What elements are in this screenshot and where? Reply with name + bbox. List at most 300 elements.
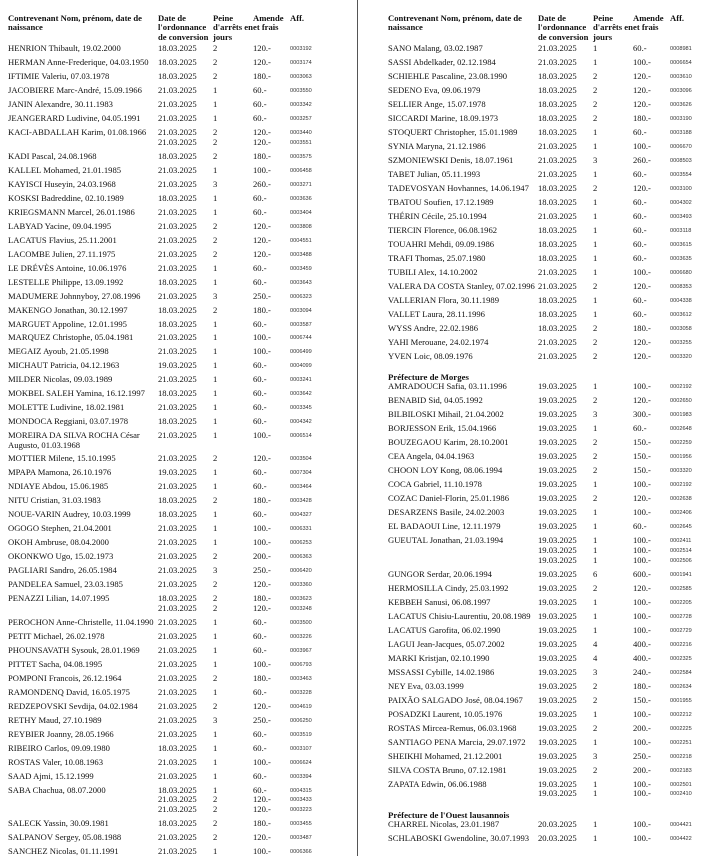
fine-amount bbox=[253, 152, 290, 163]
fine-amount bbox=[633, 508, 670, 519]
fine-amount-value: 100.- bbox=[633, 736, 651, 747]
fine-amount bbox=[253, 100, 290, 111]
case-number bbox=[290, 552, 340, 563]
fine-amount-value: 120.- bbox=[633, 395, 651, 406]
case-number-value: 0002192 bbox=[670, 482, 692, 489]
case-number bbox=[670, 410, 713, 421]
table-row bbox=[8, 468, 348, 479]
detention-days-value: 1 bbox=[213, 360, 218, 371]
conversion-date-value: 21.03.2025 bbox=[158, 98, 197, 109]
case-number-value: 0003345 bbox=[290, 405, 312, 412]
fine-amount bbox=[253, 44, 290, 55]
table-row bbox=[8, 292, 348, 303]
detention-days-value: 2 bbox=[593, 350, 598, 361]
fine-amount-value: 60.- bbox=[253, 770, 267, 781]
detention-days-value: 1 bbox=[593, 610, 598, 621]
detention-days-value: 3 bbox=[593, 666, 598, 677]
fine-amount-value: 120.- bbox=[253, 700, 271, 711]
case-number-value: 0003100 bbox=[670, 185, 692, 192]
case-number bbox=[290, 632, 340, 643]
case-number-value: 0003241 bbox=[290, 377, 312, 384]
conversion-date-value: 19.03.2025 bbox=[538, 381, 577, 392]
detention-days-value: 2 bbox=[593, 722, 598, 733]
case-number-value: 0004342 bbox=[290, 419, 312, 426]
offender-name: KOSKSI Badreddine, 02.10.1989 bbox=[8, 192, 124, 203]
offender-name: KADI Pascal, 24.08.1968 bbox=[8, 150, 97, 161]
fine-amount-value: 150.- bbox=[633, 694, 651, 705]
fine-amount bbox=[633, 86, 670, 97]
case-number-value: 0003459 bbox=[290, 265, 312, 272]
conversion-date-value: 19.03.2025 bbox=[538, 722, 577, 733]
detention-days-value: 1 bbox=[213, 630, 218, 641]
conversion-date bbox=[158, 496, 213, 507]
fine-amount bbox=[633, 254, 670, 265]
offender-name: ROSTAS Valer, 10.08.1963 bbox=[8, 756, 104, 767]
fine-amount-value: 100.- bbox=[633, 535, 651, 546]
conversion-date-value: 19.03.2025 bbox=[538, 582, 577, 593]
offender-name: LACATUS Chisiu-Laurentiu, 20.08.1989 bbox=[388, 610, 531, 621]
fine-amount bbox=[253, 278, 290, 289]
table-row bbox=[8, 86, 348, 97]
fine-amount-value: 60.- bbox=[253, 112, 267, 123]
offender-name: LABYAD Yacine, 09.04.1995 bbox=[8, 220, 112, 231]
offender-name: CEA Angela, 04.04.1963 bbox=[388, 451, 475, 462]
conversion-date-value: 21.03.2025 bbox=[158, 602, 197, 613]
case-number-value: 0002634 bbox=[670, 683, 692, 690]
conversion-date-value: 21.03.2025 bbox=[158, 430, 197, 441]
table-row bbox=[388, 626, 713, 637]
detention-days-value: 1 bbox=[213, 742, 218, 753]
table-row bbox=[8, 114, 348, 125]
table-row bbox=[388, 382, 713, 393]
fine-amount-value: 60.- bbox=[253, 509, 267, 520]
table-row bbox=[388, 142, 713, 153]
conversion-date bbox=[158, 250, 213, 261]
fine-amount bbox=[253, 674, 290, 685]
fine-amount bbox=[633, 198, 670, 209]
offender-name: AMRADOUCH Safia, 03.11.1996 bbox=[388, 381, 507, 392]
case-number bbox=[290, 292, 340, 303]
conversion-date-value: 21.03.2025 bbox=[158, 630, 197, 641]
detention-days bbox=[213, 524, 253, 535]
fine-amount bbox=[633, 584, 670, 595]
fine-amount-value: 120.- bbox=[253, 234, 271, 245]
offender-name: MILDER Nicolas, 09.03.1989 bbox=[8, 374, 113, 385]
conversion-date-value: 21.03.2025 bbox=[158, 206, 197, 217]
fine-amount-value: 60.- bbox=[633, 238, 647, 249]
detention-days-value: 2 bbox=[213, 700, 218, 711]
table-row bbox=[8, 730, 348, 741]
fine-amount bbox=[253, 403, 290, 414]
detention-days bbox=[213, 702, 253, 713]
case-number bbox=[290, 417, 340, 428]
conversion-date bbox=[158, 482, 213, 493]
offender-name: ZAPATA Edwin, 06.06.1988 bbox=[388, 778, 487, 789]
fine-amount-value: 100.- bbox=[633, 507, 651, 518]
case-number-value: 0002406 bbox=[670, 510, 692, 517]
case-number bbox=[290, 524, 340, 535]
conversion-date bbox=[158, 660, 213, 671]
detention-days-value: 1 bbox=[593, 535, 598, 546]
case-number bbox=[290, 44, 340, 55]
case-number bbox=[290, 180, 340, 191]
table-row bbox=[8, 44, 348, 55]
detention-days-value: 1 bbox=[593, 196, 598, 207]
detention-days bbox=[213, 758, 253, 769]
case-number bbox=[670, 508, 713, 519]
fine-amount bbox=[253, 580, 290, 591]
case-number-value: 0004099 bbox=[290, 363, 312, 370]
conversion-date bbox=[538, 480, 593, 491]
detention-days-value: 1 bbox=[593, 266, 598, 277]
conversion-date bbox=[538, 410, 593, 421]
fine-amount-value: 100.- bbox=[633, 545, 651, 556]
case-number bbox=[290, 128, 340, 149]
table-header bbox=[388, 0, 713, 44]
detention-days-value: 2 bbox=[213, 495, 218, 506]
offender-name: JEANGERARD Ludivine, 04.05.1991 bbox=[8, 112, 141, 123]
fine-amount bbox=[633, 598, 670, 609]
fine-amount-value: 60.- bbox=[253, 784, 267, 795]
case-number-value: 0002506 bbox=[670, 557, 692, 564]
right-column bbox=[388, 0, 713, 848]
offender-name: MEGAIZ Ayoub, 21.05.1998 bbox=[8, 346, 109, 357]
case-number bbox=[290, 454, 340, 465]
case-number-value: 0003320 bbox=[670, 468, 692, 475]
case-number bbox=[290, 86, 340, 97]
offender-name: HERMAN Anne-Frederique, 04.03.1950 bbox=[8, 56, 149, 67]
case-number-value: 0002650 bbox=[670, 398, 692, 405]
case-number bbox=[290, 688, 340, 699]
table-row bbox=[388, 522, 713, 533]
fine-amount bbox=[253, 772, 290, 783]
detention-days bbox=[593, 338, 633, 349]
case-number-value: 0006514 bbox=[290, 433, 312, 440]
case-number bbox=[290, 375, 340, 386]
conversion-date-value: 21.03.2025 bbox=[538, 140, 577, 151]
case-number-value: 0004327 bbox=[290, 512, 312, 519]
conversion-date-value: 19.03.2025 bbox=[538, 479, 577, 490]
conversion-date-value: 21.03.2025 bbox=[538, 210, 577, 221]
detention-days bbox=[593, 466, 633, 477]
conversion-date-value: 21.03.2025 bbox=[158, 616, 197, 627]
detention-days-value: 1 bbox=[213, 112, 218, 123]
conversion-date bbox=[538, 240, 593, 251]
detention-days bbox=[213, 833, 253, 844]
detention-days-value: 2 bbox=[213, 220, 218, 231]
table-row bbox=[388, 536, 713, 566]
case-number bbox=[290, 114, 340, 125]
detention-days bbox=[593, 142, 633, 153]
offender-name: SABA Chachua, 08.07.2000 bbox=[8, 784, 106, 795]
offender-name: NDIAYE Abdou, 15.06.1985 bbox=[8, 481, 109, 492]
detention-days-value: 1 bbox=[213, 430, 218, 441]
case-number-value: 0003500 bbox=[290, 619, 312, 626]
fine-amount bbox=[253, 524, 290, 535]
case-number bbox=[290, 347, 340, 358]
case-number-value: 0008353 bbox=[670, 283, 692, 290]
offender-name: SYNIA Maryna, 21.12.1986 bbox=[388, 140, 486, 151]
offender-name: SASSI Abdelkader, 02.12.1984 bbox=[388, 56, 496, 67]
detention-days-value: 2 bbox=[213, 304, 218, 315]
detention-days bbox=[213, 744, 253, 755]
offender-name: SANO Malang, 03.02.1987 bbox=[388, 43, 483, 53]
case-number bbox=[290, 361, 340, 372]
fine-amount bbox=[633, 396, 670, 407]
detention-days bbox=[213, 236, 253, 247]
offender-name: VALLERIAN Flora, 30.11.1989 bbox=[388, 294, 499, 305]
detention-days bbox=[213, 688, 253, 699]
conversion-date bbox=[538, 508, 593, 519]
case-number-value: 0006331 bbox=[290, 526, 312, 533]
offender-name: YVEN Loic, 08.09.1976 bbox=[388, 350, 473, 361]
detention-days bbox=[593, 752, 633, 763]
fine-amount-value: 200.- bbox=[633, 764, 651, 775]
conversion-date-value: 18.03.2025 bbox=[158, 276, 197, 287]
conversion-date bbox=[538, 766, 593, 777]
case-number bbox=[290, 100, 340, 111]
fine-amount-value: 60.- bbox=[253, 630, 267, 641]
fine-amount bbox=[253, 819, 290, 830]
case-number-value: 0003107 bbox=[290, 745, 312, 752]
detention-days bbox=[213, 292, 253, 303]
offender-name: SALPANOV Sergey, 05.08.1988 bbox=[8, 832, 122, 843]
conversion-date-value: 21.03.2025 bbox=[158, 481, 197, 492]
case-number-value: 0003808 bbox=[290, 223, 312, 230]
detention-days-value: 2 bbox=[213, 43, 218, 53]
fine-amount bbox=[253, 292, 290, 303]
case-number-value: 0003612 bbox=[670, 311, 692, 318]
case-number-value: 0006624 bbox=[290, 759, 312, 766]
detention-days bbox=[213, 819, 253, 830]
conversion-date-value: 18.03.2025 bbox=[538, 238, 577, 249]
case-number bbox=[670, 522, 713, 533]
table-row bbox=[388, 58, 713, 69]
conversion-date bbox=[158, 847, 213, 858]
case-number bbox=[670, 324, 713, 335]
case-number bbox=[290, 222, 340, 233]
conversion-date-value: 19.03.2025 bbox=[538, 778, 577, 789]
detention-days-value: 1 bbox=[593, 624, 598, 635]
detention-days bbox=[213, 772, 253, 783]
conversion-date bbox=[538, 86, 593, 97]
conversion-date-value: 21.03.2025 bbox=[158, 537, 197, 548]
detention-days-value: 2 bbox=[213, 832, 218, 843]
conversion-date bbox=[158, 688, 213, 699]
detention-days bbox=[593, 58, 633, 69]
detention-days bbox=[213, 208, 253, 219]
case-number-value: 0006458 bbox=[290, 167, 312, 174]
table-row bbox=[388, 310, 713, 321]
conversion-date bbox=[158, 716, 213, 727]
conversion-date-value: 19.03.2025 bbox=[538, 624, 577, 635]
case-number-value: 0003967 bbox=[290, 647, 312, 654]
conversion-date-value: 18.03.2025 bbox=[538, 84, 577, 95]
case-number-value: 0003493 bbox=[670, 213, 692, 220]
conversion-date-value: 18.03.2025 bbox=[158, 318, 197, 329]
case-number bbox=[670, 198, 713, 209]
case-number bbox=[670, 240, 713, 251]
fine-amount-value: 120.- bbox=[253, 248, 271, 259]
case-number bbox=[290, 468, 340, 479]
detention-days bbox=[213, 306, 253, 317]
detention-days bbox=[213, 674, 253, 685]
fine-amount bbox=[253, 72, 290, 83]
offender-name: TIERCIN Florence, 06.08.1962 bbox=[388, 224, 498, 235]
fine-amount bbox=[253, 786, 290, 816]
fine-amount bbox=[253, 496, 290, 507]
conversion-date bbox=[158, 292, 213, 303]
detention-days-value: 1 bbox=[593, 126, 598, 137]
conversion-date bbox=[158, 100, 213, 111]
offender-name: MOLETTE Ludivine, 18.02.1981 bbox=[8, 402, 125, 413]
case-number-value: 0006670 bbox=[670, 143, 692, 150]
fine-amount bbox=[633, 696, 670, 707]
conversion-date-value: 21.03.2025 bbox=[158, 136, 197, 147]
detention-days-value: 1 bbox=[593, 479, 598, 490]
detention-days-value: 1 bbox=[213, 509, 218, 520]
fine-amount bbox=[633, 240, 670, 251]
fine-amount bbox=[633, 466, 670, 477]
conversion-date bbox=[538, 522, 593, 533]
table-row bbox=[8, 128, 348, 149]
detention-days bbox=[593, 536, 633, 566]
conversion-date bbox=[538, 640, 593, 651]
table-row bbox=[388, 570, 713, 581]
conversion-date-value: 21.03.2025 bbox=[538, 154, 577, 165]
fine-amount bbox=[253, 646, 290, 657]
offender-name: MOTTIER Milene, 15.10.1995 bbox=[8, 453, 116, 464]
fine-amount bbox=[253, 222, 290, 233]
header-amende: Amende et frais bbox=[633, 13, 664, 33]
conversion-date-value: 21.03.2025 bbox=[158, 248, 197, 259]
detention-days bbox=[213, 58, 253, 69]
fine-amount bbox=[633, 170, 670, 181]
detention-days bbox=[593, 310, 633, 321]
conversion-date bbox=[158, 594, 213, 615]
table-row bbox=[388, 466, 713, 477]
conversion-date bbox=[158, 618, 213, 629]
conversion-date bbox=[538, 612, 593, 623]
detention-days bbox=[593, 570, 633, 581]
conversion-date-value: 21.03.2025 bbox=[158, 402, 197, 413]
fine-amount-value: 60.- bbox=[253, 402, 267, 413]
table-row bbox=[388, 114, 713, 125]
fine-amount bbox=[253, 660, 290, 671]
case-number bbox=[290, 819, 340, 830]
fine-amount-value: 60.- bbox=[253, 374, 267, 385]
table-row bbox=[388, 710, 713, 721]
case-number-value: 0002514 bbox=[670, 548, 692, 555]
conversion-date-value: 19.03.2025 bbox=[538, 554, 577, 565]
detention-days-value: 2 bbox=[213, 56, 218, 67]
detention-days bbox=[593, 282, 633, 293]
conversion-date-value: 18.03.2025 bbox=[538, 252, 577, 263]
conversion-date bbox=[158, 222, 213, 233]
conversion-date bbox=[158, 758, 213, 769]
case-number-value: 0003519 bbox=[290, 731, 312, 738]
conversion-date-value: 19.03.2025 bbox=[538, 610, 577, 621]
fine-amount-value: 120.- bbox=[253, 453, 271, 464]
conversion-date bbox=[538, 724, 593, 735]
detention-days bbox=[593, 724, 633, 735]
conversion-date bbox=[538, 198, 593, 209]
table-row bbox=[8, 660, 348, 671]
detention-days-value: 2 bbox=[213, 234, 218, 245]
conversion-date bbox=[538, 184, 593, 195]
fine-amount bbox=[633, 724, 670, 735]
detention-days bbox=[593, 834, 633, 845]
detention-days bbox=[593, 766, 633, 777]
table-row bbox=[8, 786, 348, 816]
case-number-value: 0002259 bbox=[670, 440, 692, 447]
conversion-date bbox=[538, 682, 593, 693]
table-row bbox=[388, 766, 713, 777]
conversion-date-value: 21.03.2025 bbox=[158, 794, 197, 805]
conversion-date bbox=[158, 510, 213, 521]
conversion-date bbox=[158, 44, 213, 55]
table-row bbox=[388, 508, 713, 519]
offender-name: REYBIER Joanny, 28.05.1966 bbox=[8, 728, 114, 739]
case-number bbox=[670, 724, 713, 735]
detention-days bbox=[213, 72, 253, 83]
conversion-date bbox=[538, 738, 593, 749]
table-row bbox=[388, 480, 713, 491]
detention-days bbox=[593, 480, 633, 491]
offender-name: SANTIAGO PENA Marcia, 29.07.1972 bbox=[388, 736, 526, 747]
offender-name: JANIN Alexandre, 30.11.1983 bbox=[8, 98, 113, 109]
fine-amount-value: 180.- bbox=[253, 495, 271, 506]
detention-days-value: 2 bbox=[213, 248, 218, 259]
offender-name: MSSASSI Cybille, 14.02.1986 bbox=[388, 666, 495, 677]
case-number-value: 0003626 bbox=[670, 101, 692, 108]
case-number-value: 0002216 bbox=[670, 641, 692, 648]
fine-amount-value: 150.- bbox=[633, 465, 651, 476]
table-row bbox=[8, 100, 348, 111]
section-heading: Préfecture de l'Ouest lausannois bbox=[388, 810, 510, 821]
detention-days-value: 2 bbox=[593, 84, 598, 95]
table-row bbox=[8, 833, 348, 844]
detention-days bbox=[593, 170, 633, 181]
detention-days bbox=[213, 538, 253, 549]
case-number bbox=[670, 654, 713, 665]
detention-days bbox=[213, 468, 253, 479]
fine-amount bbox=[633, 72, 670, 83]
conversion-date bbox=[538, 452, 593, 463]
offender-name: PHOUNSAVATH Sysouk, 28.01.1969 bbox=[8, 644, 140, 655]
detention-days-value: 1 bbox=[213, 98, 218, 109]
conversion-date bbox=[538, 396, 593, 407]
detention-days-value: 1 bbox=[213, 164, 218, 175]
fine-amount bbox=[253, 454, 290, 465]
detention-days-value: 1 bbox=[593, 238, 598, 249]
case-number-value: 0003320 bbox=[670, 353, 692, 360]
conversion-date-value: 21.03.2025 bbox=[158, 112, 197, 123]
conversion-date bbox=[158, 552, 213, 563]
fine-amount-value: 60.- bbox=[633, 168, 647, 179]
conversion-date-value: 19.03.2025 bbox=[538, 451, 577, 462]
case-number-value: 0003248 bbox=[290, 605, 312, 612]
offender-name: KRIEGSMANN Marcel, 26.01.1986 bbox=[8, 206, 135, 217]
conversion-date-value: 19.03.2025 bbox=[538, 708, 577, 719]
conversion-date-value: 21.03.2025 bbox=[538, 336, 577, 347]
detention-days bbox=[213, 128, 253, 149]
case-number-value: 0003096 bbox=[670, 87, 692, 94]
case-number-value: 0002325 bbox=[670, 655, 692, 662]
table-row bbox=[388, 424, 713, 435]
detention-days-value: 2 bbox=[593, 437, 598, 448]
fine-amount bbox=[253, 847, 290, 858]
